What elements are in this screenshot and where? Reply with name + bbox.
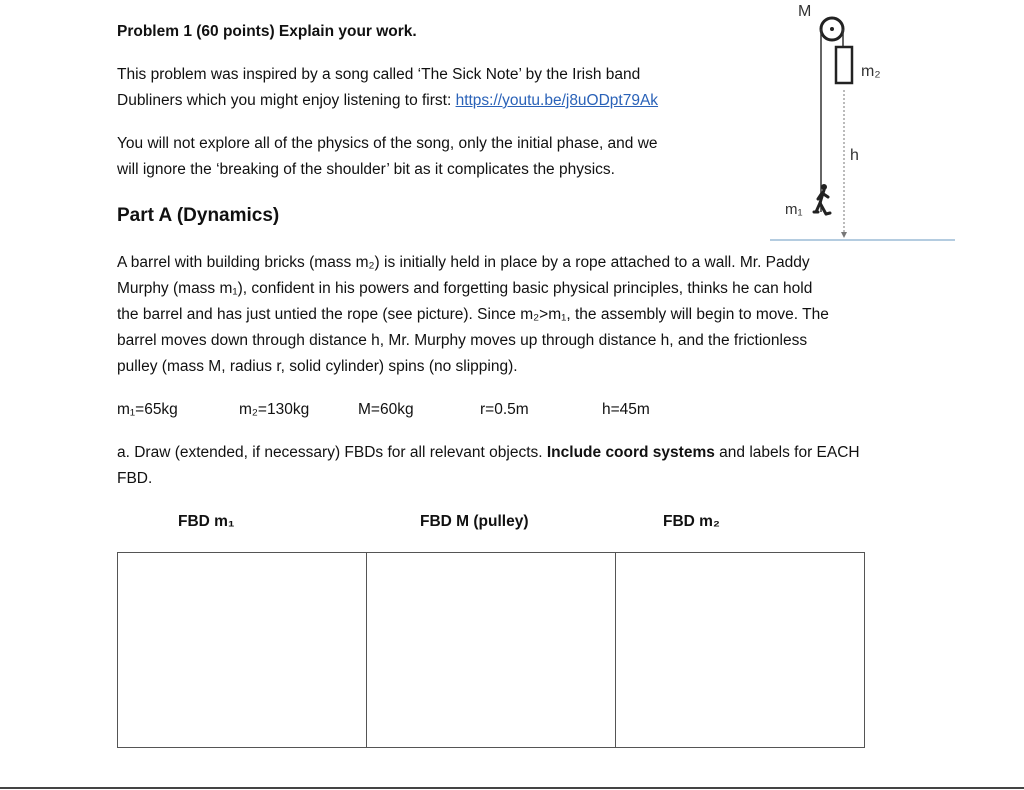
figure-label-M: M [798, 3, 812, 20]
intro-line-2-text: Dubliners which you might enjoy listening to first: [117, 92, 456, 109]
question-a-line-2: FBD. [117, 470, 153, 487]
scope-line-1: You will not explore all of the physics of the song, only the initial phase, and we [117, 135, 658, 152]
fbd-label-m1: FBD m₁ [178, 513, 235, 530]
fbd-box-pulley[interactable] [366, 552, 616, 748]
figure-label-m2: m₂ [861, 63, 881, 80]
problem-title: Problem 1 (60 points) Explain your work. [117, 23, 417, 40]
figure-label-h: h [850, 147, 859, 164]
description-line-3: the barrel and has just untied the rope (see picture). Since m₂>m₁, the assembly will begin to move. The [117, 306, 829, 323]
h-arrow-head [841, 232, 847, 238]
intro-line-2 [117, 88, 658, 114]
description-line-2: Murphy (mass m₁), confident in his powers and forgetting basic physical principles, thinks he can hold [117, 280, 813, 297]
intro-line-1: This problem was inspired by a song called ‘The Sick Note’ by the Irish band [117, 66, 641, 83]
value-m1: m₁=65kg [117, 401, 178, 418]
figure-label-m1: m₁ [785, 201, 803, 218]
question-a-suffix: and labels for EACH [714, 444, 860, 461]
question-a-bold: Include coord systems [546, 444, 715, 461]
fbd-box-m2[interactable] [615, 552, 865, 748]
description-line-4: barrel moves down through distance h, Mr. Murphy moves up through distance h, and the frictionless [117, 332, 808, 349]
fbd-label-pulley: FBD M (pulley) [420, 513, 529, 530]
fbd-label-m2: FBD m₂ [663, 513, 720, 530]
description-line-5: pulley (mass M, radius r, solid cylinder) spins (no slipping). [117, 358, 518, 375]
person-m1 [814, 184, 830, 214]
description-line-1: A barrel with building bricks (mass m₂) is initially held in place by a rope attached to a wall. Mr. Paddy [117, 254, 810, 271]
scope-line-2: will ignore the ‘breaking of the shoulder’ bit as it complicates the physics. [117, 161, 615, 178]
part-a-heading: Part A (Dynamics) [117, 205, 280, 226]
youtube-link[interactable]: https://youtu.be/j8uODpt79Ak [455, 92, 659, 109]
value-M: M=60kg [358, 401, 414, 418]
question-a-line-1 [117, 440, 860, 466]
value-r: r=0.5m [480, 401, 529, 418]
fbd-box-m1[interactable] [117, 552, 367, 748]
value-h: h=45m [602, 401, 650, 418]
pulley-axle [830, 27, 834, 31]
question-a-prefix: a. Draw (extended, if necessary) FBDs for all relevant objects. [117, 444, 547, 461]
page-bottom-rule [0, 787, 1024, 789]
barrel-m2 [836, 47, 852, 83]
value-m2: m₂=130kg [239, 401, 310, 418]
